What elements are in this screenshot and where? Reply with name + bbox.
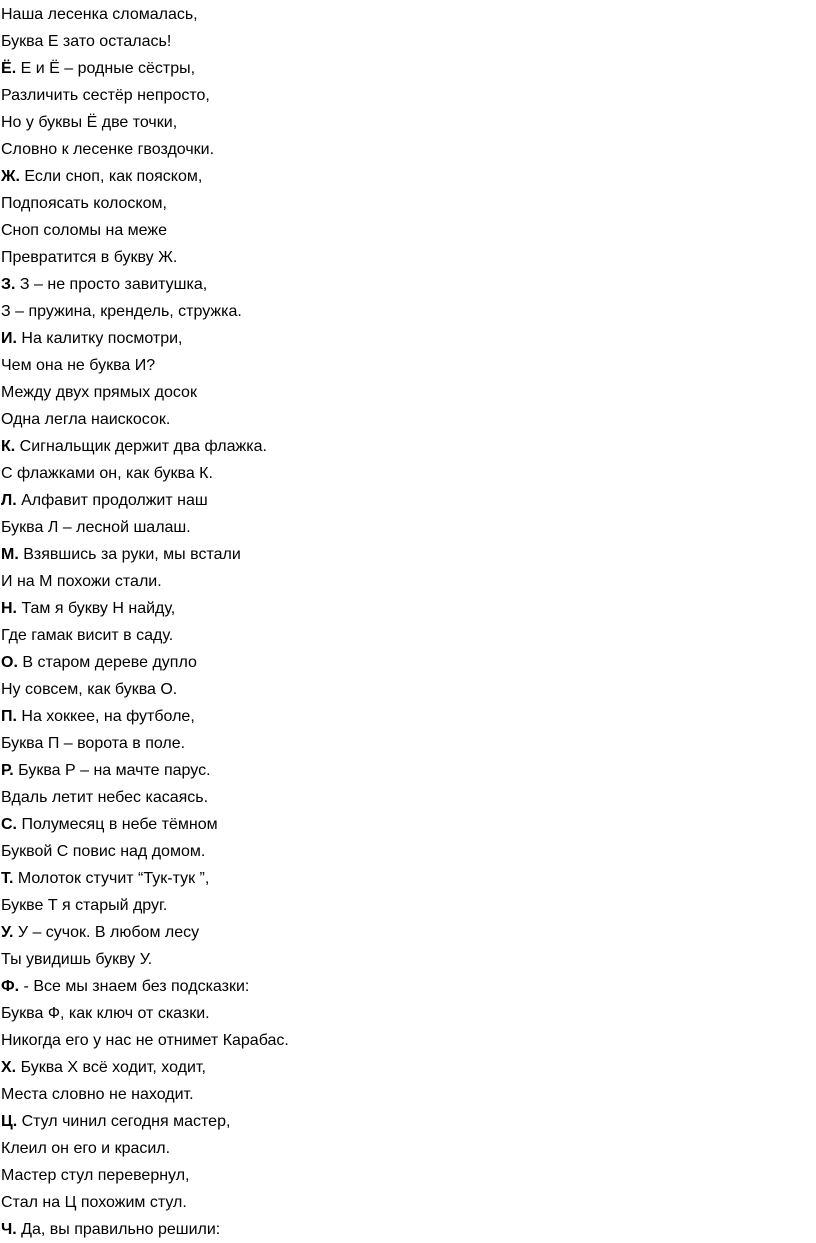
poem-line <box>1 406 289 433</box>
letter-heading: З. <box>1 276 16 293</box>
letter-heading: И. <box>1 330 17 347</box>
line-text: Е и Ё – родные сёстры, <box>16 60 196 77</box>
poem-line <box>1 919 289 946</box>
line-text: Алфавит продолжит наш <box>16 492 208 509</box>
line-text: Там я букву Н найду, <box>17 600 176 617</box>
line-text: Различить сестёр непросто, <box>1 87 210 104</box>
line-text: Ты увидишь букву У. <box>1 951 153 968</box>
line-text: Между двух прямых досок <box>1 384 197 401</box>
poem-line <box>1 514 289 541</box>
line-text: Словно к лесенке гвоздочки. <box>1 141 215 158</box>
letter-heading: Н. <box>1 600 17 617</box>
line-text: Букве Т я старый друг. <box>1 897 168 914</box>
poem-line <box>1 379 289 406</box>
line-text: На хоккее, на футболе, <box>16 708 195 725</box>
line-text: Буквой С повис над домом. <box>1 843 206 860</box>
letter-heading: О. <box>1 654 18 671</box>
line-text: В старом дереве дупло <box>17 654 197 671</box>
poem-line <box>1 433 289 460</box>
poem-line <box>1 55 289 82</box>
poem-line <box>1 1081 289 1108</box>
poem-line <box>1 784 289 811</box>
poem-line <box>1 1054 289 1081</box>
letter-heading: Ф. <box>1 978 20 995</box>
line-text: Клеил он его и красил. <box>1 1140 171 1157</box>
line-text: Молоток стучит “Тук-тук ”, <box>13 870 210 887</box>
letter-heading: К. <box>1 438 16 455</box>
letter-heading: Ё. <box>1 60 17 77</box>
poem-line <box>1 1 289 28</box>
line-text: Буква Л – лесной шалаш. <box>1 519 191 536</box>
poem-line <box>1 703 289 730</box>
poem-line <box>1 568 289 595</box>
poem-line <box>1 1027 289 1054</box>
line-text: Подпоясать колоском, <box>1 195 167 212</box>
line-text: З – пружина, крендель, стружка. <box>1 303 242 320</box>
poem-line <box>1 244 289 271</box>
line-text: Буква Ф, как ключ от сказки. <box>1 1005 210 1022</box>
line-text: Одна легла наискосок. <box>1 411 171 428</box>
line-text: Ну совсем, как буква О. <box>1 681 178 698</box>
letter-heading: Ж. <box>1 168 20 185</box>
poem-line <box>1 1135 289 1162</box>
letter-heading: П. <box>1 708 17 725</box>
poem-line <box>1 82 289 109</box>
poem-line <box>1 460 289 487</box>
line-text: Чем она не буква И? <box>1 357 156 374</box>
line-text: - Все мы знаем без подсказки: <box>19 978 250 995</box>
line-text: Где гамак висит в саду. <box>1 627 174 644</box>
poem-line <box>1 352 289 379</box>
letter-heading: Р. <box>1 762 14 779</box>
line-text: Если сноп, как пояском, <box>19 168 203 185</box>
poem-line <box>1 1162 289 1189</box>
poem-line <box>1 595 289 622</box>
line-text: Но у буквы Ё две точки, <box>1 114 178 131</box>
line-text: Сигнальщик держит два флажка. <box>15 438 267 455</box>
letter-heading: М. <box>1 546 19 563</box>
poem-line <box>1 136 289 163</box>
poem-line <box>1 163 289 190</box>
poem-line <box>1 1216 289 1243</box>
poem-line <box>1 622 289 649</box>
line-text: Буква П – ворота в поле. <box>1 735 186 752</box>
poem-line <box>1 649 289 676</box>
poem-line <box>1 811 289 838</box>
line-text: Вдаль летит небес касаясь. <box>1 789 209 806</box>
poem-line <box>1 217 289 244</box>
line-text: Стал на Ц похожим стул. <box>1 1194 187 1211</box>
line-text: Сноп соломы на меже <box>1 222 167 239</box>
letter-heading: С. <box>1 816 17 833</box>
letter-heading: Ч. <box>1 1221 17 1238</box>
poem-line <box>1 1189 289 1216</box>
letter-heading: Л. <box>1 492 17 509</box>
line-text: Да, вы правильно решили: <box>16 1221 221 1238</box>
letter-heading: Ц. <box>1 1113 18 1130</box>
poem-line <box>1 730 289 757</box>
line-text: С флажками он, как буква К. <box>1 465 213 482</box>
letter-heading: У. <box>1 924 14 941</box>
poem-line <box>1 28 289 55</box>
letter-heading: Т. <box>1 870 14 887</box>
poem-line <box>1 298 289 325</box>
line-text: З – не просто завитушка, <box>15 276 208 293</box>
line-text: Буква Р – на мачте парус. <box>13 762 211 779</box>
poem-line <box>1 1108 289 1135</box>
line-text: Наша лесенка сломалась, <box>1 6 198 23</box>
poem-line <box>1 325 289 352</box>
line-text: На калитку посмотри, <box>16 330 183 347</box>
poem-line <box>1 946 289 973</box>
line-text: У – сучок. В любом лесу <box>13 924 200 941</box>
line-text: Стул чинил сегодня мастер, <box>17 1113 231 1130</box>
poem-line <box>1 1000 289 1027</box>
poem-line <box>1 892 289 919</box>
poem-line <box>1 757 289 784</box>
poem-line <box>1 838 289 865</box>
poem-line <box>1 676 289 703</box>
line-text: Буква Х всё ходит, ходит, <box>16 1059 206 1076</box>
poem-line <box>1 109 289 136</box>
poem-line <box>1 541 289 568</box>
line-text: И на М похожи стали. <box>1 573 162 590</box>
line-text: Буква Е зато осталась! <box>1 33 172 50</box>
poem-line <box>1 487 289 514</box>
poem-line <box>1 973 289 1000</box>
line-text: Места словно не находит. <box>1 1086 194 1103</box>
line-text: Превратится в букву Ж. <box>1 249 178 266</box>
poem-line <box>1 190 289 217</box>
line-text: Взявшись за руки, мы встали <box>18 546 241 563</box>
line-text: Полумесяц в небе тёмном <box>17 816 218 833</box>
poem-line <box>1 271 289 298</box>
poem-text <box>1 1 289 1243</box>
letter-heading: Х. <box>1 1059 17 1076</box>
line-text: Мастер стул перевернул, <box>1 1167 190 1184</box>
poem-line <box>1 865 289 892</box>
line-text: Никогда его у нас не отнимет Карабас. <box>1 1032 289 1049</box>
